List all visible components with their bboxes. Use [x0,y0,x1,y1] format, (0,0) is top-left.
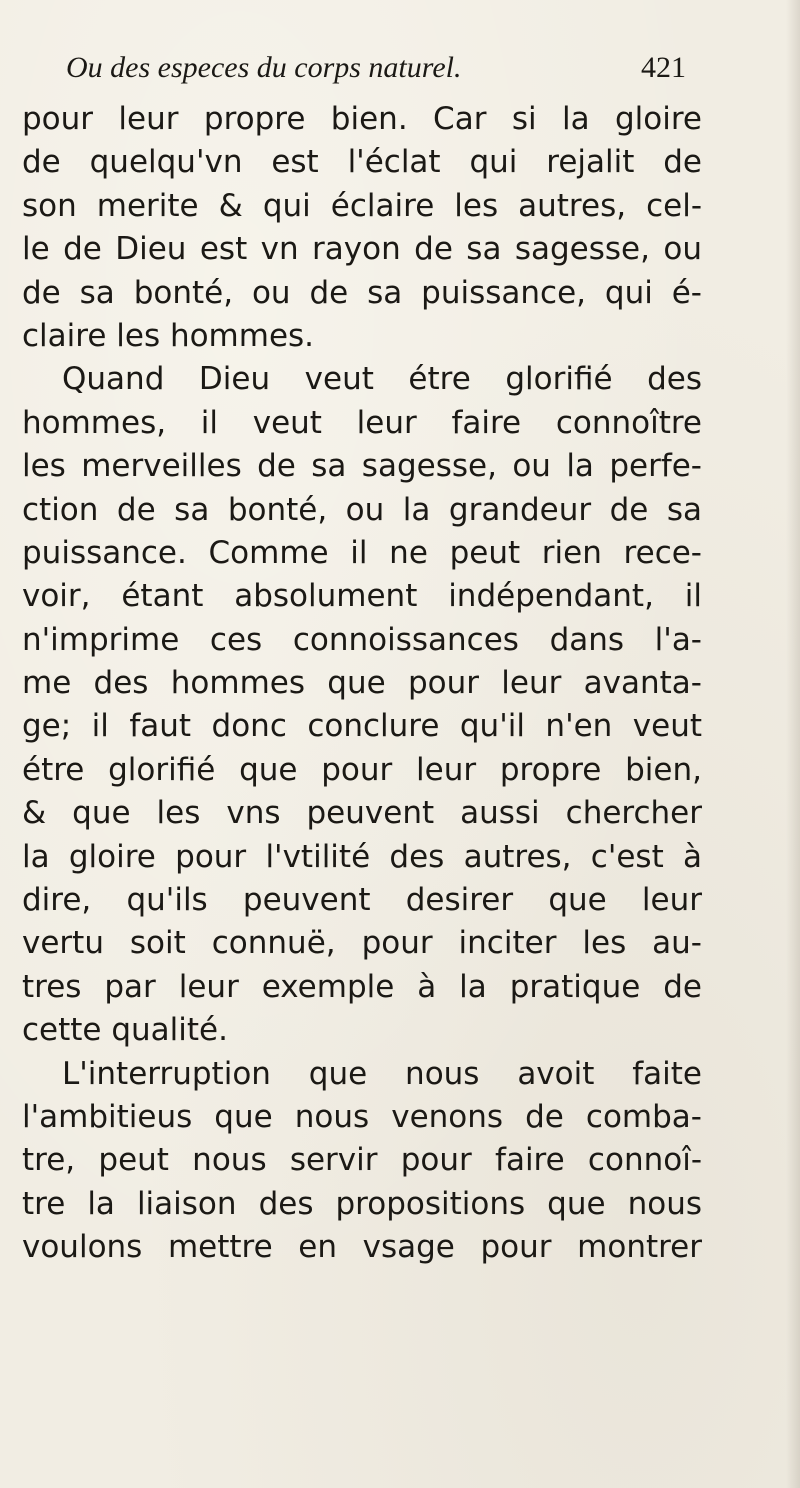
running-head [66,42,686,94]
text-line: tres par leur exemple à la pratique de [22,968,702,1005]
text-line: de sa bonté, ou de sa puissance, qui é- [22,274,702,311]
text-line: l'ambitieus que nous venons de comba- [22,1098,702,1135]
running-title: Ou des especes du corps naturel. [66,51,462,84]
text-line: la gloire pour l'vtilité des autres, c'est à [22,838,702,875]
text-line: son merite & qui éclaire les autres, cel- [22,187,702,224]
paragraph-start-line: Quand Dieu veut étre glorifié des [62,361,702,398]
text-line: voir, étant absolument indépendant, il [22,578,702,615]
text-line: hommes, il veut leur faire connoître [22,404,702,441]
page-edge-shadow [786,0,800,1488]
text-line: tre la liaison des propositions que nous [22,1185,702,1222]
paragraph-end-line: claire les hommes. [22,317,315,354]
text-line: ge; il faut donc conclure qu'il n'en veut [22,708,702,745]
text-line: voulons mettre en vsage pour montrer [22,1229,702,1266]
text-line: puissance. Comme il ne peut rien rece- [22,534,702,571]
text-line: pour leur propre bien. Car si la gloire [22,101,702,137]
text-line: le de Dieu est vn rayon de sa sagesse, ou [22,231,702,268]
text-line: n'imprime ces connoissances dans l'a- [22,621,702,658]
paragraph-start-line: L'interruption que nous avoit faite [62,1055,702,1092]
text-line: & que les vns peuvent aussi chercher [22,795,702,832]
text-line: tre, peut nous servir pour faire connoî- [22,1142,702,1179]
text-line: vertu soit connuë, pour inciter les au- [22,925,702,962]
text-line: me des hommes que pour leur avanta- [22,665,702,702]
paragraph-end-line: cette qualité. [22,1012,228,1049]
page-number: 421 [641,51,686,84]
text-line: dire, qu'ils peuvent desirer que leur [22,882,702,919]
text-line: étre glorifié que pour leur propre bien, [22,751,702,788]
text-line: les merveilles de sa sagesse, ou la perfe- [22,448,702,485]
text-line: de quelqu'vn est l'éclat qui rejalit de [22,144,702,181]
body-text [22,98,702,1270]
text-line: ction de sa bonté, ou la grandeur de sa [22,491,702,528]
